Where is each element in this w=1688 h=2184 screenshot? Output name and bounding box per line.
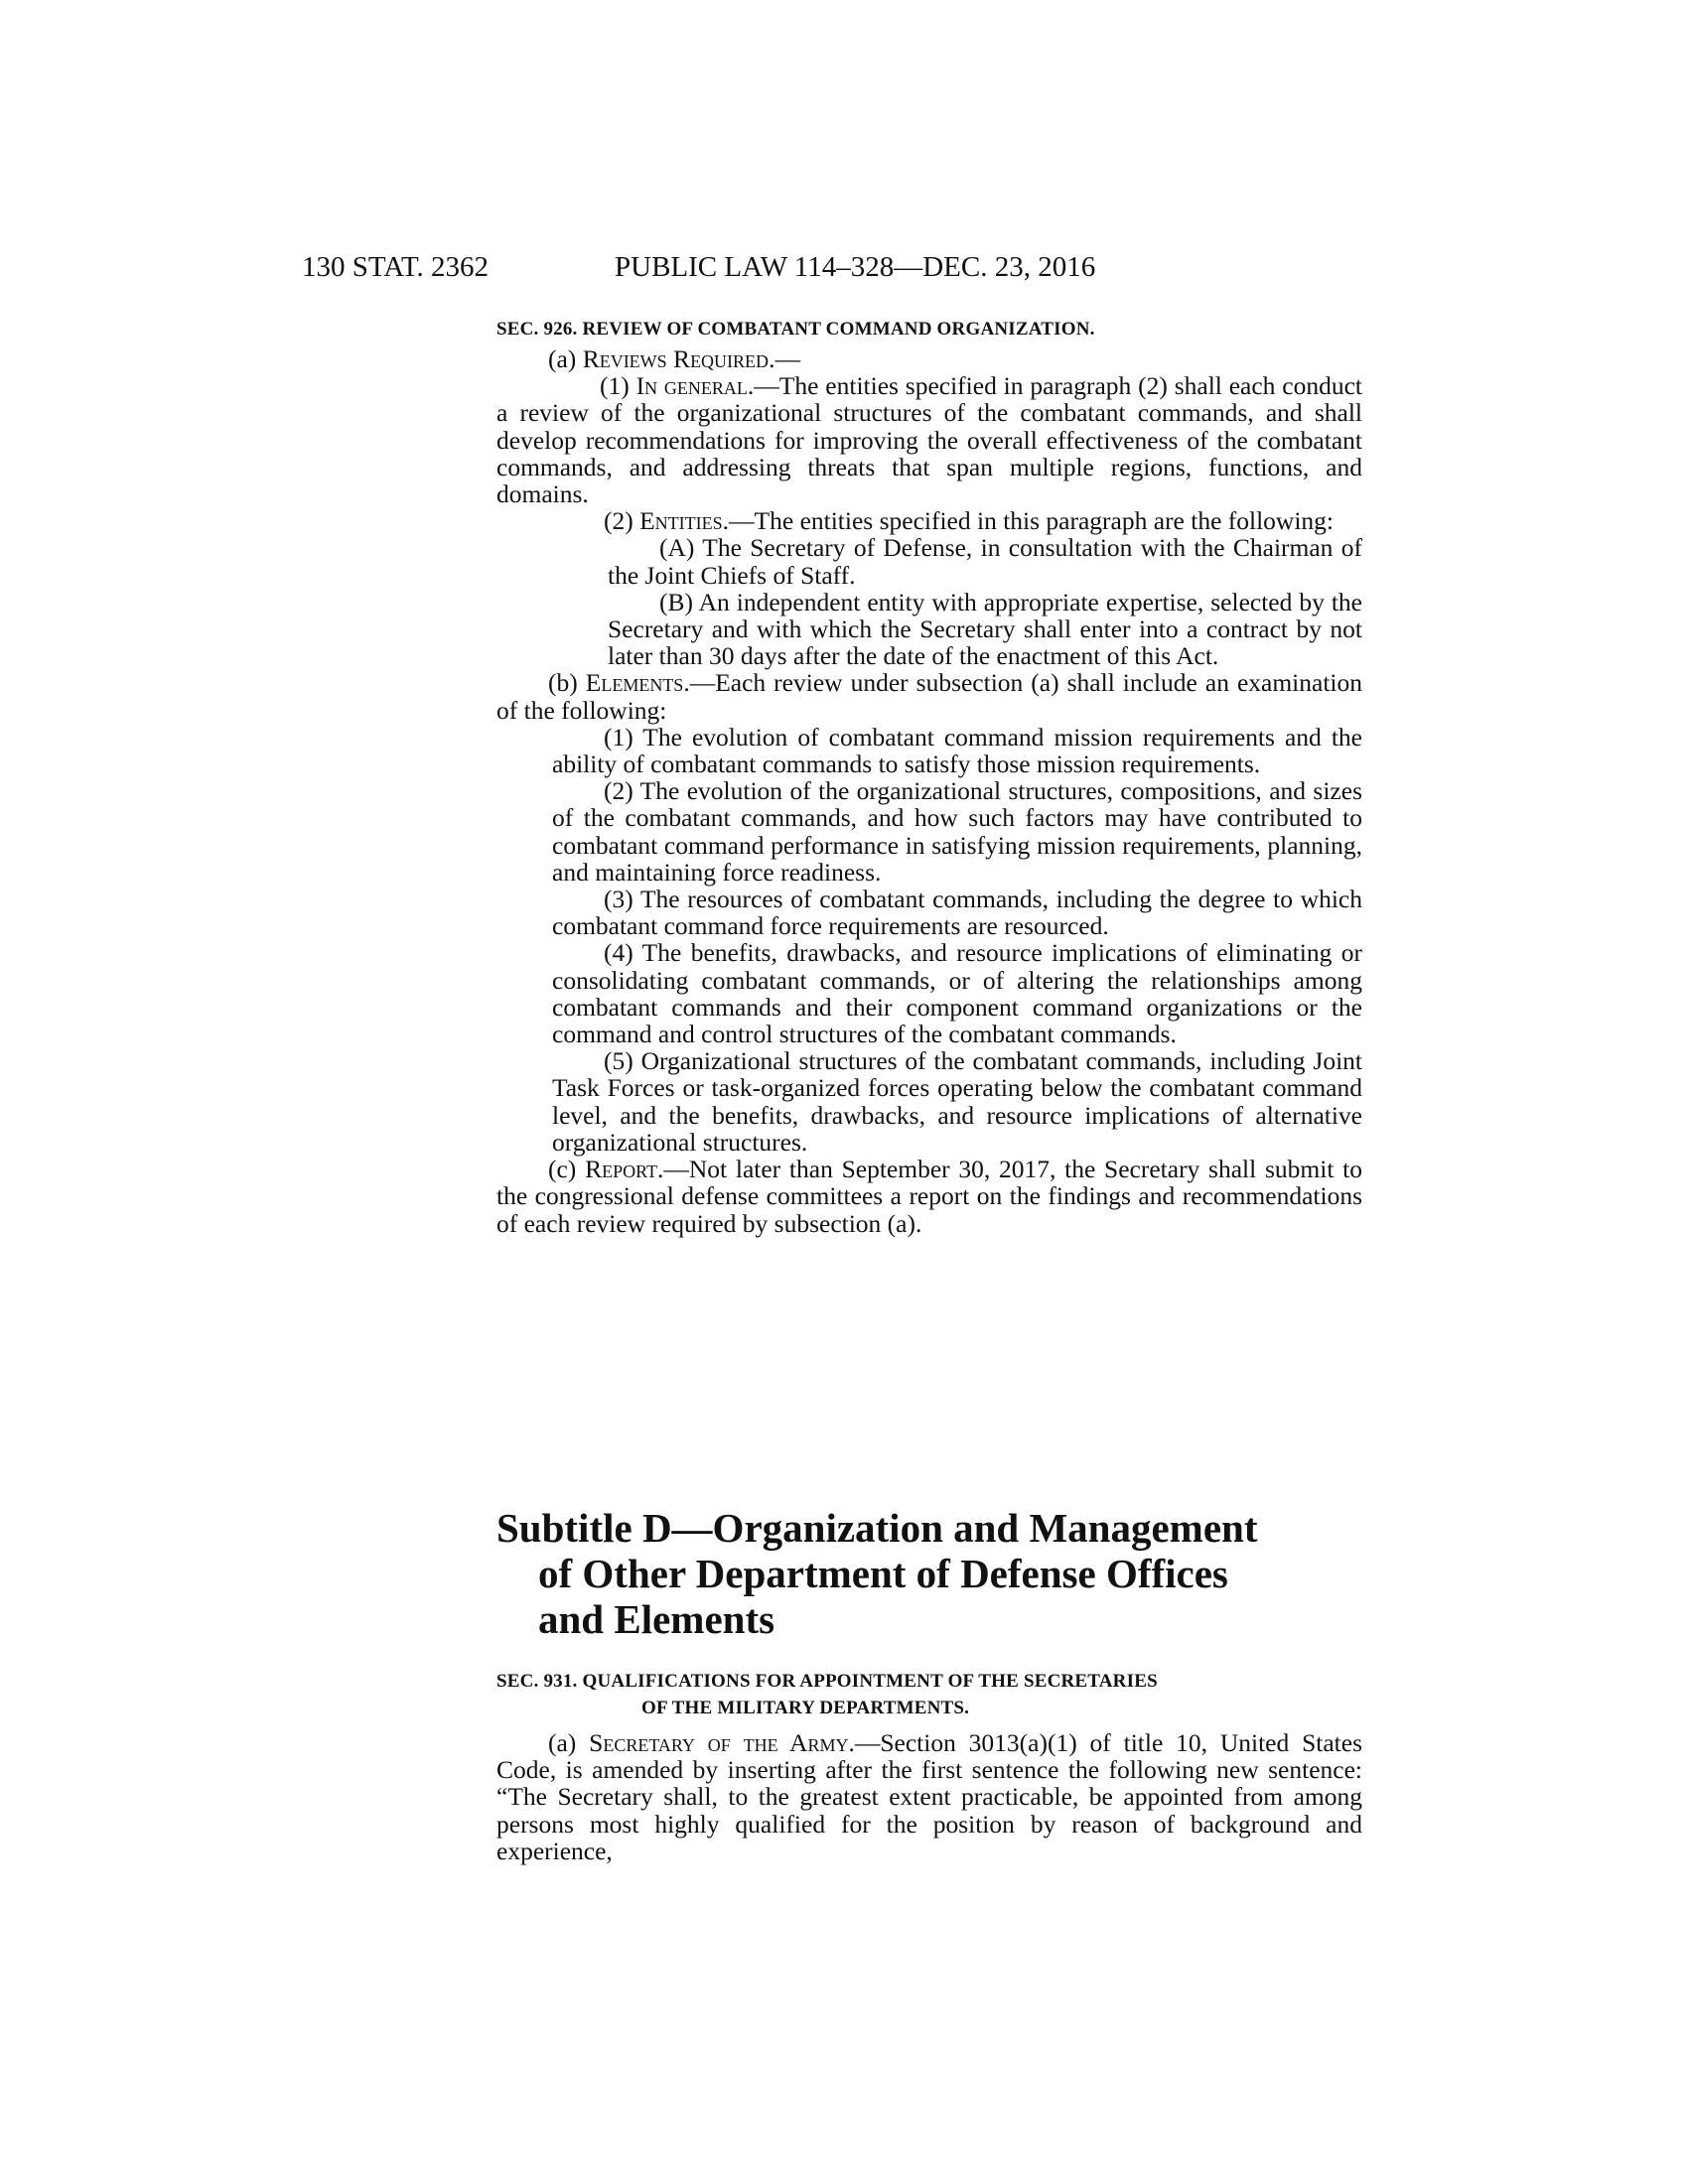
paragraph-b5: (5) Organizational structures of the combatant commands, including Joint Task Forces or task-organized forces operating below the combatant command level, and the benefits, drawbacks, and resource implications of alternative organizational structures. (552, 1046, 1362, 1157)
section-931-heading: SEC. 931. QUALIFICATIONS FOR APPOINTMENT OF THE SECRETARIES OF THE MILITARY DEPARTMENTS. (496, 1671, 1158, 1718)
section-931-body (496, 1729, 1362, 1864)
subparagraph-a2B: (B) An independent entity with appropriate expertise, selected by the Secretary and with which the Secretary shall enter into a contract by not later than 30 days after the date of the enactment of this Act. (608, 587, 1362, 671)
section-926-heading: SEC. 926. REVIEW OF COMBATANT COMMAND ORGANIZATION. (496, 319, 1095, 340)
public-law-citation: PUBLIC LAW 114–328—DEC. 23, 2016 (615, 251, 1096, 283)
paragraph-a1: (1) In general.—The entities specified in paragraph (2) shall each conduct a review of the organizational structures of the combatant commands, and shall develop recommendations for improving the overall effectiveness of the combatant commands, and addressing threats that span multiple regions, functions, and domains. (496, 371, 1362, 509)
paragraph-a1-caption: In general (635, 371, 748, 401)
paragraph-b2: (2) The evolution of the organizational structures, compositions, and sizes of the combatant commands, and how such factors may have contributed to combatant command performance in satisfying mission requirements, planning, and maintaining force readiness. (552, 776, 1362, 887)
subtitle-heading: Subtitle D—Organization and Management of Other Department of Defense Offices and Elements (496, 1505, 1258, 1642)
subsection-931-a-caption: Secretary of the Army (589, 1728, 849, 1757)
subsection-c: (c) Report.—Not later than September 30, 2017, the Secretary shall submit to the congressional defense committees a report on the findings and recommendations of each review required by subsection (a). (496, 1155, 1362, 1238)
subparagraph-a2A: (A) The Secretary of Defense, in consultation with the Chairman of the Joint Chiefs of Staff. (608, 533, 1362, 590)
paragraph-b4: (4) The benefits, drawbacks, and resource implications of eliminating or consolidating combatant commands, or of altering the relationships among combatant commands and their component command organizations or the command and control structures of the combatant commands. (552, 938, 1362, 1049)
subsection-c-caption: Report (585, 1155, 657, 1184)
subsection-a-caption: Reviews Required (582, 344, 770, 373)
paragraph-a2-caption: Entities (639, 506, 723, 536)
subsection-a: (a) Reviews Required.— (548, 344, 800, 373)
subsection-b: (b) Elements.—Each review under subsection (a) shall include an examination of the following: (496, 668, 1362, 725)
running-header (302, 247, 1362, 287)
section-926-body (496, 345, 1362, 1237)
paragraph-b1: (1) The evolution of combatant command mission requirements and the ability of combatant commands to satisfy those mission requirements. (552, 722, 1362, 779)
paragraph-a2: (2) Entities.—The entities specified in this paragraph are the following: (604, 506, 1335, 536)
paragraph-b3: (3) The resources of combatant commands, including the degree to which combatant command force requirements are resourced. (552, 885, 1362, 941)
statute-page-number: 130 STAT. 2362 (302, 251, 490, 283)
subsection-931-a: (a) Secretary of the Army.—Section 3013(a)(1) of title 10, United States Code, is amended by inserting after the first sentence the following new sentence: “The Secretary shall, to the greatest extent practicable, be appointed from among persons most highly qualified for the position by reason of background and experience, (496, 1728, 1362, 1865)
subsection-b-caption: Elements (585, 668, 684, 698)
